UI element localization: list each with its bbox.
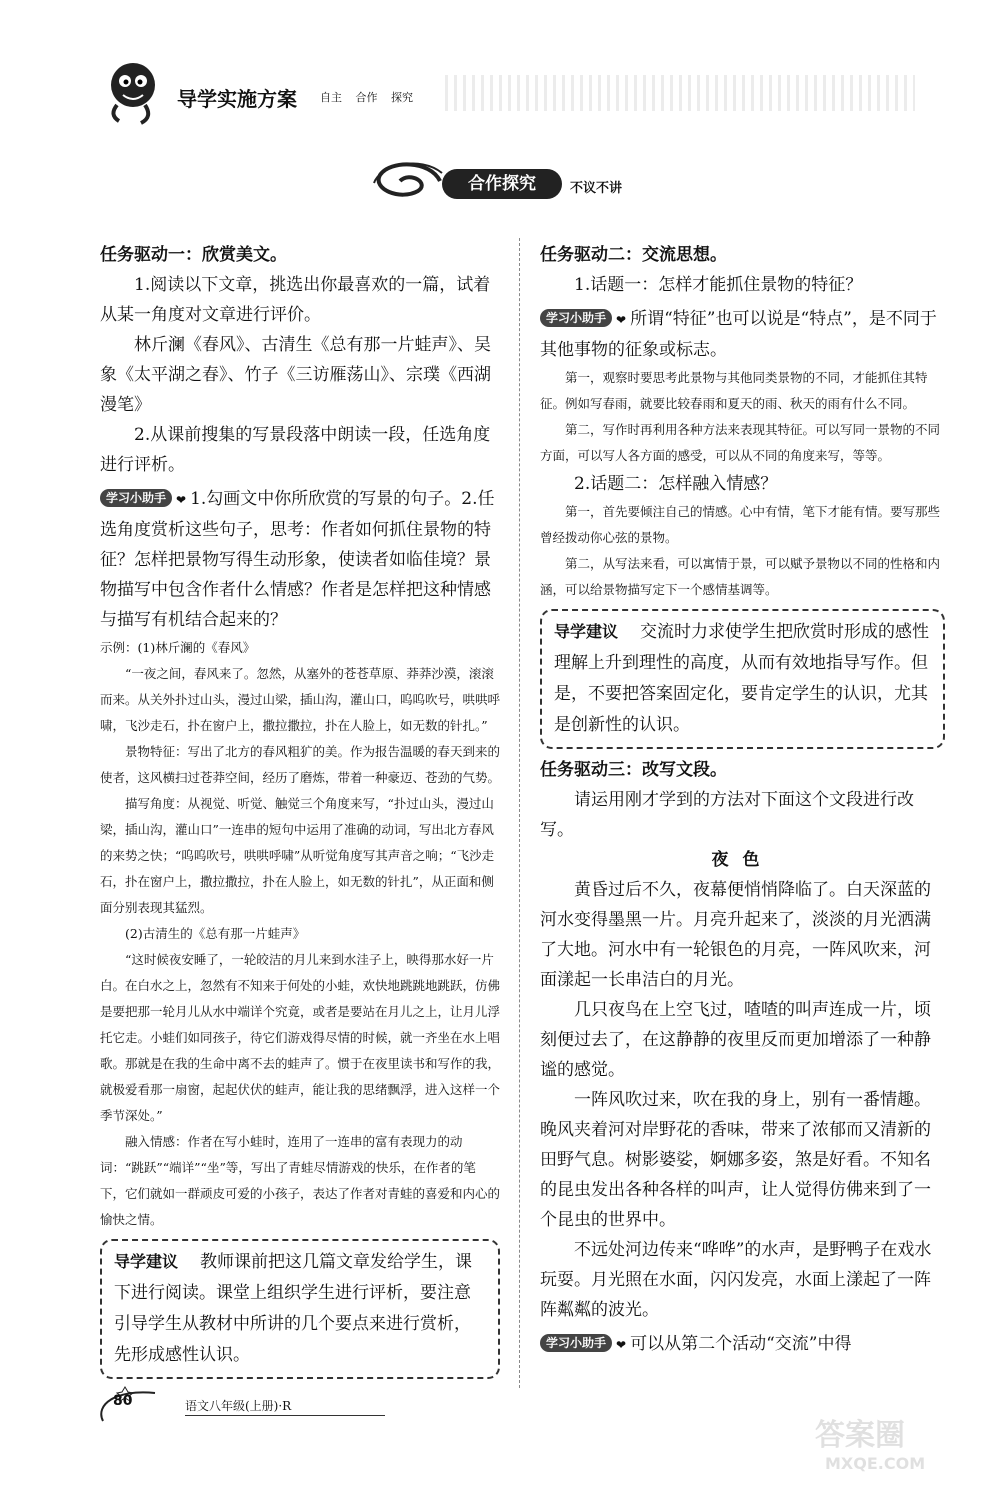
helper-label: 学习小助手 <box>540 309 612 327</box>
guide-text: 教师课前把这几篇文章发给学生，课下进行阅读。课堂上组织学生进行评析，要注意引导学生从教材中所讲的几个要点来进行赏析，先形成感性认识。 <box>114 1252 473 1365</box>
banner-tag: 不议不讲 <box>570 181 623 196</box>
helper-paragraph <box>100 484 500 635</box>
example2-quote: “这时候夜安睡了，一轮皎洁的月儿来到水洼子上，映得那水好一片白。在白水之上，忽然有不知来于何处的小蛙，欢快地跳跳地跳跃，仿佛是要把那一轮月儿从水中端详个究竟，或者是要站在月儿之上，让月儿浮托它走。小蛙们如同孩子，待它们游戏得尽情的时候，就一齐坐在水上唱歌。那就是在我的生命中离不去的蛙声了。惯于在夜里读书和写作的我，就极爱看那一扇窗，起起伏伏的蛙声，能让我的思绪飘浮，进入这样一个季节深处。” <box>100 952 501 1123</box>
guide-label: 导学建议 <box>554 622 619 641</box>
example1-quote: “一夜之间，春风来了。忽然，从塞外的苍苍草原、莽莽沙漠，滚滚而来。从关外扑过山头，漫过山梁，插山沟，灌山口，呜呜吹号，哄哄呼啸，飞沙走石，扑在窗户上，撒拉撒拉，扑在人脸上，如无数的针扎。” <box>100 666 501 733</box>
task1-title: 任务驱动一：欣赏美文。 <box>100 245 287 265</box>
page-footer <box>95 1385 395 1425</box>
helper-text: 可以从第二个活动“交流”中得 <box>630 1334 852 1354</box>
page-swoosh-icon <box>95 1385 175 1425</box>
topic1-point2: 第二，写作时再利用各种方法来表现其特征。可以写同一景物的不同方面，可以写人各方面的感受，可以从不同的角度来写，等等。 <box>540 422 941 463</box>
topic2-point1: 第一，首先要倾注自己的情感。心中有情，笔下才能有情。要写那些曾经拨动你心弦的景物。 <box>540 504 941 545</box>
helper-paragraph-2 <box>540 1329 945 1360</box>
footer-line <box>185 1415 385 1416</box>
header-subtitle: 自主 合作 探究 <box>320 91 413 104</box>
book-title: 语文八年级(上册)·R <box>185 1399 292 1413</box>
watermark <box>815 1410 975 1480</box>
topic1: 1.话题一：怎样才能抓住景物的特征？ <box>574 275 863 295</box>
page-header <box>95 55 915 135</box>
banner-title: 合作探究 <box>442 169 562 199</box>
header-decoration <box>445 75 915 111</box>
helper-label: 学习小助手 <box>540 1334 612 1352</box>
topic2: 2.话题二：怎样融入情感？ <box>574 474 778 494</box>
task3-text: 请运用刚才学到的方法对下面这个文段进行改写。 <box>540 790 914 840</box>
section-banner <box>370 155 660 207</box>
task1-item1: 1.阅读以下文章，挑选出你最喜欢的一篇，试着从某一角度对文章进行评价。 <box>100 275 491 325</box>
guide-box-left <box>100 1239 500 1379</box>
essay-paragraph-1: 黄昏过后不久，夜幕便悄悄降临了。白天深蓝的河水变得墨黑一片。月亮升起来了，淡淡的月光洒满了大地。河水中有一轮银色的月亮，一阵风吹来，河面漾起一长串洁白的月光。 <box>540 880 931 990</box>
watermark-line-1: 答案圈 <box>815 1418 905 1453</box>
example2-emotion: 融入情感：作者在写小蛙时，连用了一连串的富有表现力的动词：“跳跃”“端详”“坐”等，写出了青蛙尽情游戏的快乐，在作者的笔下，它们就如一群顽皮可爱的小孩子，表达了作者对青蛙的喜爱和内心的愉快之情。 <box>100 1134 501 1227</box>
heart-icon: ❤ <box>616 1338 627 1352</box>
essay-paragraph-3: 一阵风吹过来，吹在我的身上，别有一番情趣。晚风夹着河对岸野花的香味，带来了浓郁而又清新的田野气息。树影婆娑，婀娜多姿，煞是好看。不知名的昆虫发出各种各样的叫声，让人觉得仿佛来到了一个昆虫的世界中。 <box>540 1090 931 1230</box>
essay-paragraph-2: 几只夜鸟在上空飞过，喳喳的叫声连成一片，顷刻便过去了，在这静静的夜里反而更加增添了一种静谧的感觉。 <box>540 1000 931 1080</box>
example1-feature: 景物特征：写出了北方的春风粗犷的美。作为报告温暖的春天到来的使者，这风横扫过苍莽空间，经历了磨炼，带着一种豪迈、苍劲的气势。 <box>100 744 501 785</box>
helper-label: 学习小助手 <box>100 489 172 507</box>
example1-title: 示例：(1)林斤澜的《春风》 <box>100 640 256 655</box>
column-divider <box>519 238 520 1388</box>
topic2-point2: 第二，从写法来看，可以寓情于景，可以赋予景物以不同的性格和内涵，可以给景物描写定下一个感情基调等。 <box>540 556 941 597</box>
helper-paragraph <box>540 304 945 365</box>
essay-paragraph-4: 不远处河边传来“哗哗”的水声，是野鸭子在戏水玩耍。月光照在水面，闪闪发亮，水面上漾起了一阵阵粼粼的波光。 <box>540 1240 932 1320</box>
swirl-icon <box>370 155 450 207</box>
heart-icon: ❤ <box>176 493 187 507</box>
topic1-point1: 第一，观察时要思考此景物与其他同类景物的不同，才能抓住其特征。例如写春雨，就要比较春雨和夏天的雨、秋天的雨有什么不同。 <box>540 370 928 411</box>
guide-text: 交流时力求使学生把欣赏时形成的感性理解上升到理性的高度，从而有效地指导写作。但是，不要把答案固定化，要肯定学生的认识，尤其是创新性的认识。 <box>554 622 930 735</box>
watermark-line-2: MXQE.COM <box>825 1454 926 1473</box>
task2-title: 任务驱动二：交流思想。 <box>540 245 727 265</box>
example1-angle: 描写角度：从视觉、听觉、触觉三个角度来写，“扑过山头，漫过山梁，插山沟，灌山口”一连串的短句中运用了准确的动词，写出北方春风的来势之快；“呜呜吹号，哄哄呼啸”从听觉角度写其声音之响；“飞沙走石，扑在窗户上，撒拉撒拉，扑在人脸上，如无数的针扎”，从正面和侧面分别表现其猛烈。 <box>100 796 495 915</box>
task1-item2: 2.从课前搜集的写景段落中朗读一段，任选角度进行评析。 <box>100 425 491 475</box>
mascot-icon <box>95 55 167 127</box>
guide-label: 导学建议 <box>114 1252 179 1271</box>
page-number: 80 <box>113 1393 133 1409</box>
right-column <box>540 240 945 1360</box>
heart-icon: ❤ <box>616 313 627 327</box>
task3-title: 任务驱动三：改写文段。 <box>540 760 727 780</box>
guide-box-right <box>540 609 945 749</box>
essay-title: 夜色 <box>711 850 774 870</box>
helper-text: 1.勾画文中你所欣赏的写景的句子。2.任选角度赏析这些句子，思考：作者如何抓住景物的特征？怎样把景物写得生动形象，使读者如临佳境？景物描写中包含作者什么情感？作者是怎样把这种情感与描写有机结合起来的？ <box>100 489 495 630</box>
helper-text: 所谓“特征”也可以说是“特点”，是不同于其他事物的征象或标志。 <box>540 309 937 360</box>
example2-title: (2)古清生的《总有那一片蛙声》 <box>125 926 306 941</box>
header-title: 导学实施方案 <box>177 87 297 111</box>
left-column <box>100 240 500 1385</box>
reading-list: 林斤澜《春风》、古清生《总有那一片蛙声》、吴象《太平湖之春》、竹子《三访雁荡山》、宗璞《西湖漫笔》 <box>100 335 491 415</box>
